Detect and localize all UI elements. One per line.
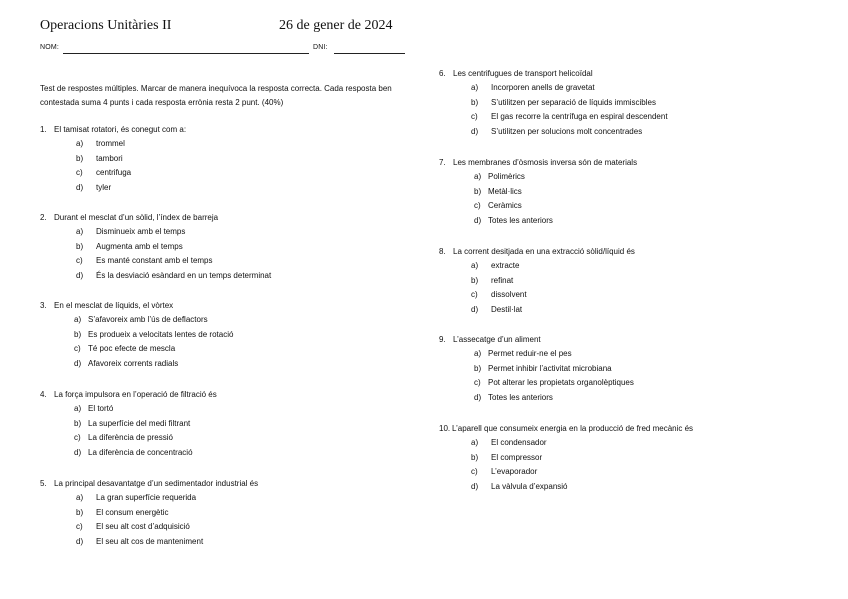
option-b[interactable]: b) La superfície del medi filtrant <box>74 418 191 428</box>
option-a[interactable]: a) trommel <box>76 139 125 148</box>
question-7 <box>439 156 637 229</box>
question-number: 3. <box>40 301 47 310</box>
option-a[interactable]: a) Incorporen anells de gravetat <box>471 83 595 92</box>
option-c[interactable]: c) Es manté constant amb el temps <box>76 256 213 266</box>
question-1 <box>40 123 186 196</box>
name-line[interactable] <box>63 53 309 54</box>
question-text: L’aparell que consumeix energia en la producció de fred mecànic és <box>452 424 694 433</box>
question-number: 6. <box>439 69 446 78</box>
option-d[interactable]: d) Afavoreix corrents radials <box>74 359 179 369</box>
exam-title: Operacions Unitàries II <box>40 18 172 33</box>
option-d[interactable]: d) Totes les anteriors <box>474 216 553 226</box>
question-text: La força impulsora en l’operació de filtració és <box>54 390 217 399</box>
option-a[interactable]: a) Polimèrics <box>474 172 525 181</box>
option-a[interactable]: a) El tortó <box>74 404 114 413</box>
option-c[interactable]: c) La diferència de pressió <box>74 433 173 443</box>
option-a[interactable]: a) Disminueix amb el temps <box>76 227 186 236</box>
instructions: Test de respostes múltiples. Marcar de manera inequívoca la resposta correcta. Cada resposta ben contestada suma 4 punts i cada resposta errònia resta 2 punt. (40%) <box>40 84 392 107</box>
option-b[interactable]: b) Es produeix a velocitats lentes de rotació <box>74 329 234 339</box>
question-3 <box>40 299 233 372</box>
option-a[interactable]: a) La gran superfície requerida <box>76 493 197 502</box>
question-number: 10. <box>439 424 451 433</box>
option-c[interactable]: c) El gas recorre la centrífuga en espiral descendent <box>471 112 668 122</box>
option-d[interactable]: d) És la desviació esàndard en un temps determinat <box>76 271 272 281</box>
option-a[interactable]: a) extracte <box>471 261 520 270</box>
option-a[interactable]: a) El condensador <box>471 438 547 447</box>
question-text: Les membranes d’òsmosis inversa són de materials <box>453 158 638 167</box>
option-a[interactable]: a) S’afavoreix amb l’ús de deflactors <box>74 315 208 324</box>
option-c[interactable]: c) Pot alterar les propietats organolèptiques <box>474 378 634 388</box>
option-d[interactable]: d) La diferència de concentració <box>74 448 193 458</box>
question-number: 4. <box>40 390 47 399</box>
option-b[interactable]: b) Augmenta amb el temps <box>76 241 183 251</box>
question-4 <box>40 388 217 461</box>
dni-label: DNI: <box>313 44 328 51</box>
option-c[interactable]: c) Té poc efecte de mescla <box>74 344 176 354</box>
option-b[interactable]: b) El consum energètic <box>76 507 169 517</box>
question-text: La corrent desitjada en una extracció sòlid/líquid és <box>453 247 635 256</box>
option-d[interactable]: d) El seu alt cos de manteniment <box>76 537 204 547</box>
option-b[interactable]: b) El compressor <box>471 452 543 462</box>
question-number: 1. <box>40 125 47 134</box>
exam-date: 26 de gener de 2024 <box>279 18 393 33</box>
question-5 <box>40 477 258 550</box>
question-6 <box>439 67 668 140</box>
question-text: Les centrifugues de transport helicoïdal <box>453 69 593 78</box>
option-b[interactable]: b) tambori <box>76 153 123 163</box>
question-number: 7. <box>439 158 446 167</box>
option-c[interactable]: c) El seu alt cost d’adquisició <box>76 522 190 532</box>
option-d[interactable]: d) Destil·lat <box>471 305 523 315</box>
name-label: NOM: <box>40 44 60 51</box>
question-number: 2. <box>40 213 47 222</box>
question-2 <box>40 211 271 284</box>
option-b[interactable]: b) S’utilitzen per separació de líquids immiscibles <box>471 97 656 107</box>
question-number: 5. <box>40 479 47 488</box>
option-b[interactable]: b) Permet inhibir l’activitat microbiana <box>474 363 612 373</box>
question-9 <box>439 333 634 406</box>
option-b[interactable]: b) refinat <box>471 275 514 285</box>
dni-line[interactable] <box>334 53 405 54</box>
question-text: La principal desavantatge d’un sedimentador industrial és <box>54 479 259 488</box>
option-b[interactable]: b) Metàl·lics <box>474 186 522 196</box>
option-c[interactable]: c) Ceràmics <box>474 201 522 211</box>
option-d[interactable]: d) tyler <box>76 183 112 193</box>
question-text: L’assecatge d’un aliment <box>453 335 541 344</box>
option-a[interactable]: a) Permet reduir-ne el pes <box>474 349 572 358</box>
question-number: 9. <box>439 335 446 344</box>
option-d[interactable]: d) S’utilitzen per solucions molt concentrades <box>471 127 643 137</box>
option-d[interactable]: d) Totes les anteriors <box>474 393 553 403</box>
question-number: 8. <box>439 247 446 256</box>
question-text: El tamisat rotatori, és conegut com a: <box>54 125 187 134</box>
question-text: En el mesclat de líquids, el vòrtex <box>54 301 174 310</box>
option-c[interactable]: c) dissolvent <box>471 290 527 300</box>
question-text: Durant el mesclat d’un sòlid, l’índex de barreja <box>54 213 219 222</box>
option-d[interactable]: d) La vàlvula d’expansió <box>471 482 568 492</box>
question-8 <box>439 245 635 318</box>
question-10 <box>439 422 693 495</box>
option-c[interactable]: c) centrifuga <box>76 168 132 178</box>
option-c[interactable]: c) L’evaporador <box>471 467 538 477</box>
